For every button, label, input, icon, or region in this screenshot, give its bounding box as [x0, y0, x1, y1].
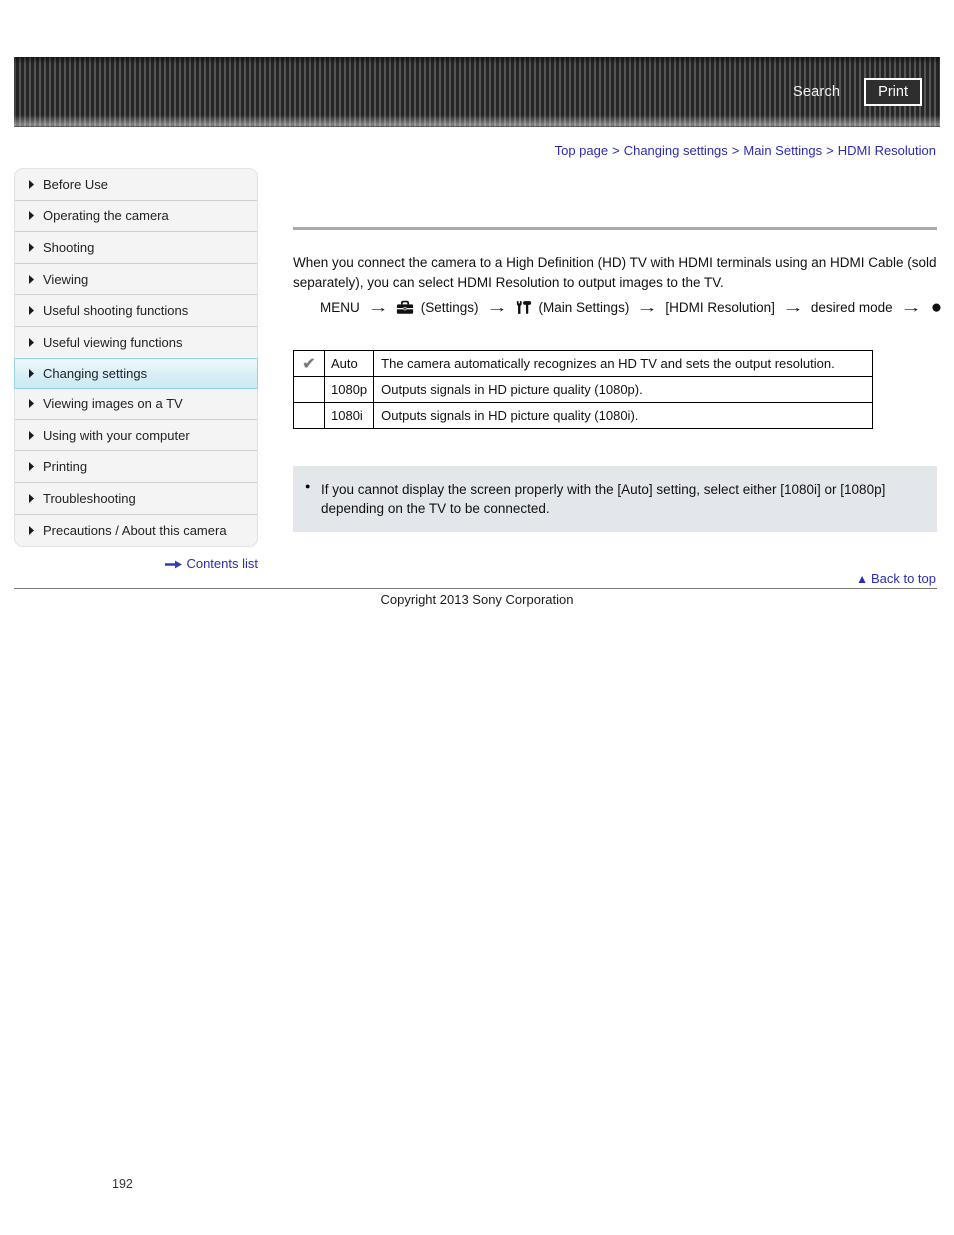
chevron-right-icon: [28, 369, 34, 378]
settings-label: (Settings): [420, 299, 479, 315]
sidebar-item-label: Useful shooting functions: [43, 303, 189, 319]
chevron-right-icon: [28, 431, 34, 440]
option-value: Auto: [325, 351, 374, 377]
main-settings-tools-icon: [515, 300, 532, 315]
control-wheel-center-button-icon: ●: [930, 296, 943, 318]
arrow-right-icon: [165, 556, 182, 571]
menu-label: MENU: [320, 299, 360, 315]
breadcrumb-separator: >: [612, 143, 620, 158]
sidebar-item-viewing-images-on-a-tv[interactable]: [15, 388, 257, 420]
back-to-top-link[interactable]: [856, 571, 936, 586]
chevron-right-icon: [28, 243, 34, 252]
sidebar-item-useful-shooting-functions[interactable]: [15, 295, 257, 327]
check-cell-empty: [294, 403, 325, 429]
chevron-right-icon: [28, 275, 34, 284]
header-bar: [14, 57, 940, 127]
sidebar-item-before-use[interactable]: [15, 169, 257, 201]
breadcrumb-separator: >: [826, 143, 834, 158]
sidebar-item-label: Before Use: [43, 176, 109, 192]
arrow-right-icon: →: [485, 299, 508, 315]
chevron-right-icon: [28, 338, 34, 347]
hdmi-resolution-options-table: [293, 350, 873, 429]
check-cell-empty: [294, 377, 325, 403]
footer-divider: [14, 588, 937, 589]
page-number: 192: [112, 1177, 133, 1191]
chevron-right-icon: [28, 494, 34, 503]
sidebar-item-shooting[interactable]: [15, 232, 257, 264]
table-row: [294, 351, 873, 377]
menu-flow: [320, 296, 942, 318]
chevron-right-icon: [28, 306, 34, 315]
breadcrumb-current-page: HDMI Resolution: [837, 143, 936, 158]
note-box: [293, 466, 937, 532]
option-description: The camera automatically recognizes an HD TV and sets the output resolution.: [374, 351, 873, 377]
bullet-icon: ●: [305, 481, 311, 491]
sidebar-item-label: Printing: [43, 459, 88, 475]
contents-list-label: Contents list: [186, 556, 258, 571]
arrow-right-icon: →: [636, 299, 659, 315]
sidebar-item-using-with-your-computer[interactable]: [15, 420, 257, 452]
print-button[interactable]: Print: [864, 78, 922, 106]
desired-mode-label: desired mode: [810, 299, 893, 315]
sidebar-item-printing[interactable]: [15, 451, 257, 483]
breadcrumb-link-main-settings[interactable]: Main Settings: [743, 143, 823, 158]
back-to-top-label: Back to top: [870, 571, 936, 586]
option-description: Outputs signals in HD picture quality (1080i).: [374, 403, 873, 429]
main-settings-label: (Main Settings): [538, 299, 630, 315]
breadcrumb-link-top-page[interactable]: Top page: [554, 143, 609, 158]
up-triangle-icon: ▲: [856, 572, 868, 586]
sidebar-item-label: Useful viewing functions: [43, 334, 183, 350]
table-row: [294, 403, 873, 429]
sidebar-item-label: Precautions / About this camera: [43, 522, 227, 538]
hdmi-resolution-label: [HDMI Resolution]: [665, 299, 775, 315]
sidebar-item-label: Changing settings: [43, 365, 148, 381]
option-value: 1080p: [325, 377, 374, 403]
sidebar-item-changing-settings[interactable]: [14, 358, 258, 390]
sidebar-item-label: Viewing: [43, 271, 89, 287]
chevron-right-icon: [28, 526, 34, 535]
sidebar-item-label: Troubleshooting: [43, 490, 136, 506]
sidebar-item-label: Shooting: [43, 239, 95, 255]
sidebar-item-troubleshooting[interactable]: [15, 483, 257, 515]
chevron-right-icon: [28, 462, 34, 471]
sidebar-nav: [14, 168, 258, 547]
intro-paragraph: When you connect the camera to a High Definition (HD) TV with HDMI terminals using an HDMI Cable (sold separately), you can select HDMI Resolution to output images to the TV.: [293, 255, 937, 290]
sidebar-item-viewing[interactable]: [15, 264, 257, 296]
sidebar-item-precautions-about-this-camera[interactable]: [15, 515, 257, 547]
chevron-right-icon: [28, 180, 34, 189]
arrow-right-icon: →: [366, 299, 389, 315]
breadcrumb-link-changing-settings[interactable]: Changing settings: [623, 143, 728, 158]
sidebar-item-label: Viewing images on a TV: [43, 395, 183, 411]
note-text: If you cannot display the screen properly with the [Auto] setting, select either [1080i] or [1080p] depending on the TV to be connected.: [321, 481, 886, 516]
chevron-right-icon: [28, 211, 34, 220]
arrow-right-icon: →: [782, 299, 804, 315]
arrow-right-icon: →: [899, 299, 922, 315]
option-description: Outputs signals in HD picture quality (1080p).: [374, 377, 873, 403]
title-divider: [293, 227, 937, 230]
contents-list-link[interactable]: [14, 556, 258, 571]
sidebar-item-label: Operating the camera: [43, 208, 169, 224]
breadcrumb-separator: >: [731, 143, 740, 158]
option-value: 1080i: [325, 403, 374, 429]
settings-toolbox-icon: [396, 300, 414, 315]
sidebar-item-label: Using with your computer: [43, 427, 190, 443]
breadcrumb: [555, 143, 936, 158]
default-check-icon: ✔: [294, 351, 325, 377]
sidebar-item-useful-viewing-functions[interactable]: [15, 327, 257, 359]
table-row: [294, 377, 873, 403]
copyright-text: Copyright 2013 Sony Corporation: [380, 592, 574, 607]
chevron-right-icon: [28, 399, 34, 408]
sidebar-item-operating-the-camera[interactable]: [15, 201, 257, 233]
search-link[interactable]: Search: [793, 84, 841, 100]
